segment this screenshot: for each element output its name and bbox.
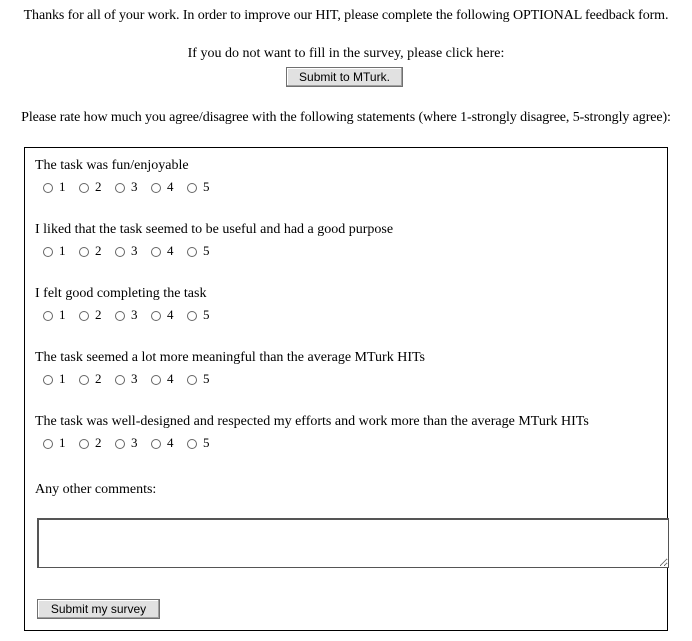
rating-value-label: 2 xyxy=(95,243,102,258)
rating-value-label: 5 xyxy=(203,243,210,258)
submit-survey-button[interactable]: Submit my survey xyxy=(37,599,160,619)
radio-button[interactable] xyxy=(43,439,53,449)
radio-button[interactable] xyxy=(79,439,89,449)
skip-survey-prompt: If you do not want to fill in the survey, please click here: xyxy=(187,46,505,61)
rating-instructions: Please rate how much you agree/disagree with the following statements (where 1-strongly disagree, 5-strongly agree): xyxy=(21,110,671,125)
question-1-label: The task was fun/enjoyable xyxy=(35,158,189,173)
rating-value-label: 1 xyxy=(59,371,66,386)
radio-button[interactable] xyxy=(115,247,125,257)
rating-value-label: 1 xyxy=(59,243,66,258)
radio-button[interactable] xyxy=(79,375,89,385)
comments-textarea[interactable] xyxy=(37,518,669,568)
radio-button[interactable] xyxy=(151,311,161,321)
rating-value-label: 4 xyxy=(167,435,174,450)
rating-value-label: 2 xyxy=(95,435,102,450)
radio-button[interactable] xyxy=(187,439,197,449)
rating-value-label: 1 xyxy=(59,307,66,322)
radio-button[interactable] xyxy=(115,439,125,449)
rating-value-label: 5 xyxy=(203,371,210,386)
rating-value-label: 4 xyxy=(167,307,174,322)
rating-value-label: 2 xyxy=(95,179,102,194)
radio-button[interactable] xyxy=(187,375,197,385)
radio-button[interactable] xyxy=(43,311,53,321)
rating-value-label: 5 xyxy=(203,307,210,322)
question-3-label: I felt good completing the task xyxy=(35,286,207,301)
radio-button[interactable] xyxy=(79,311,89,321)
radio-button[interactable] xyxy=(115,375,125,385)
radio-button[interactable] xyxy=(43,247,53,257)
rating-value-label: 1 xyxy=(59,179,66,194)
radio-button[interactable] xyxy=(115,311,125,321)
question-2-label: I liked that the task seemed to be useful and had a good purpose xyxy=(35,222,394,237)
comments-label: Any other comments: xyxy=(35,482,157,497)
radio-button[interactable] xyxy=(79,247,89,257)
rating-value-label: 4 xyxy=(167,371,174,386)
radio-button[interactable] xyxy=(187,183,197,193)
rating-value-label: 5 xyxy=(203,179,210,194)
radio-button[interactable] xyxy=(187,311,197,321)
rating-value-label: 3 xyxy=(131,243,138,258)
rating-value-label: 4 xyxy=(167,243,174,258)
question-5-label: The task was well-designed and respected my efforts and work more than the average MTurk HITs xyxy=(35,414,589,429)
intro-text: Thanks for all of your work. In order to improve our HIT, please complete the following OPTIONAL feedback form. xyxy=(23,8,669,23)
rating-value-label: 5 xyxy=(203,435,210,450)
rating-value-label: 3 xyxy=(131,307,138,322)
radio-button[interactable] xyxy=(151,375,161,385)
rating-value-label: 4 xyxy=(167,179,174,194)
radio-button[interactable] xyxy=(151,247,161,257)
rating-value-label: 1 xyxy=(59,435,66,450)
submit-to-mturk-button[interactable]: Submit to MTurk. xyxy=(286,67,403,87)
radio-button[interactable] xyxy=(187,247,197,257)
rating-value-label: 3 xyxy=(131,435,138,450)
survey-form xyxy=(24,147,668,631)
rating-value-label: 2 xyxy=(95,307,102,322)
radio-button[interactable] xyxy=(43,183,53,193)
radio-button[interactable] xyxy=(115,183,125,193)
question-4-label: The task seemed a lot more meaningful than the average MTurk HITs xyxy=(35,350,426,365)
radio-button[interactable] xyxy=(151,439,161,449)
rating-value-label: 3 xyxy=(131,371,138,386)
rating-value-label: 3 xyxy=(131,179,138,194)
radio-button[interactable] xyxy=(43,375,53,385)
radio-button[interactable] xyxy=(151,183,161,193)
radio-button[interactable] xyxy=(79,183,89,193)
rating-value-label: 2 xyxy=(95,371,102,386)
